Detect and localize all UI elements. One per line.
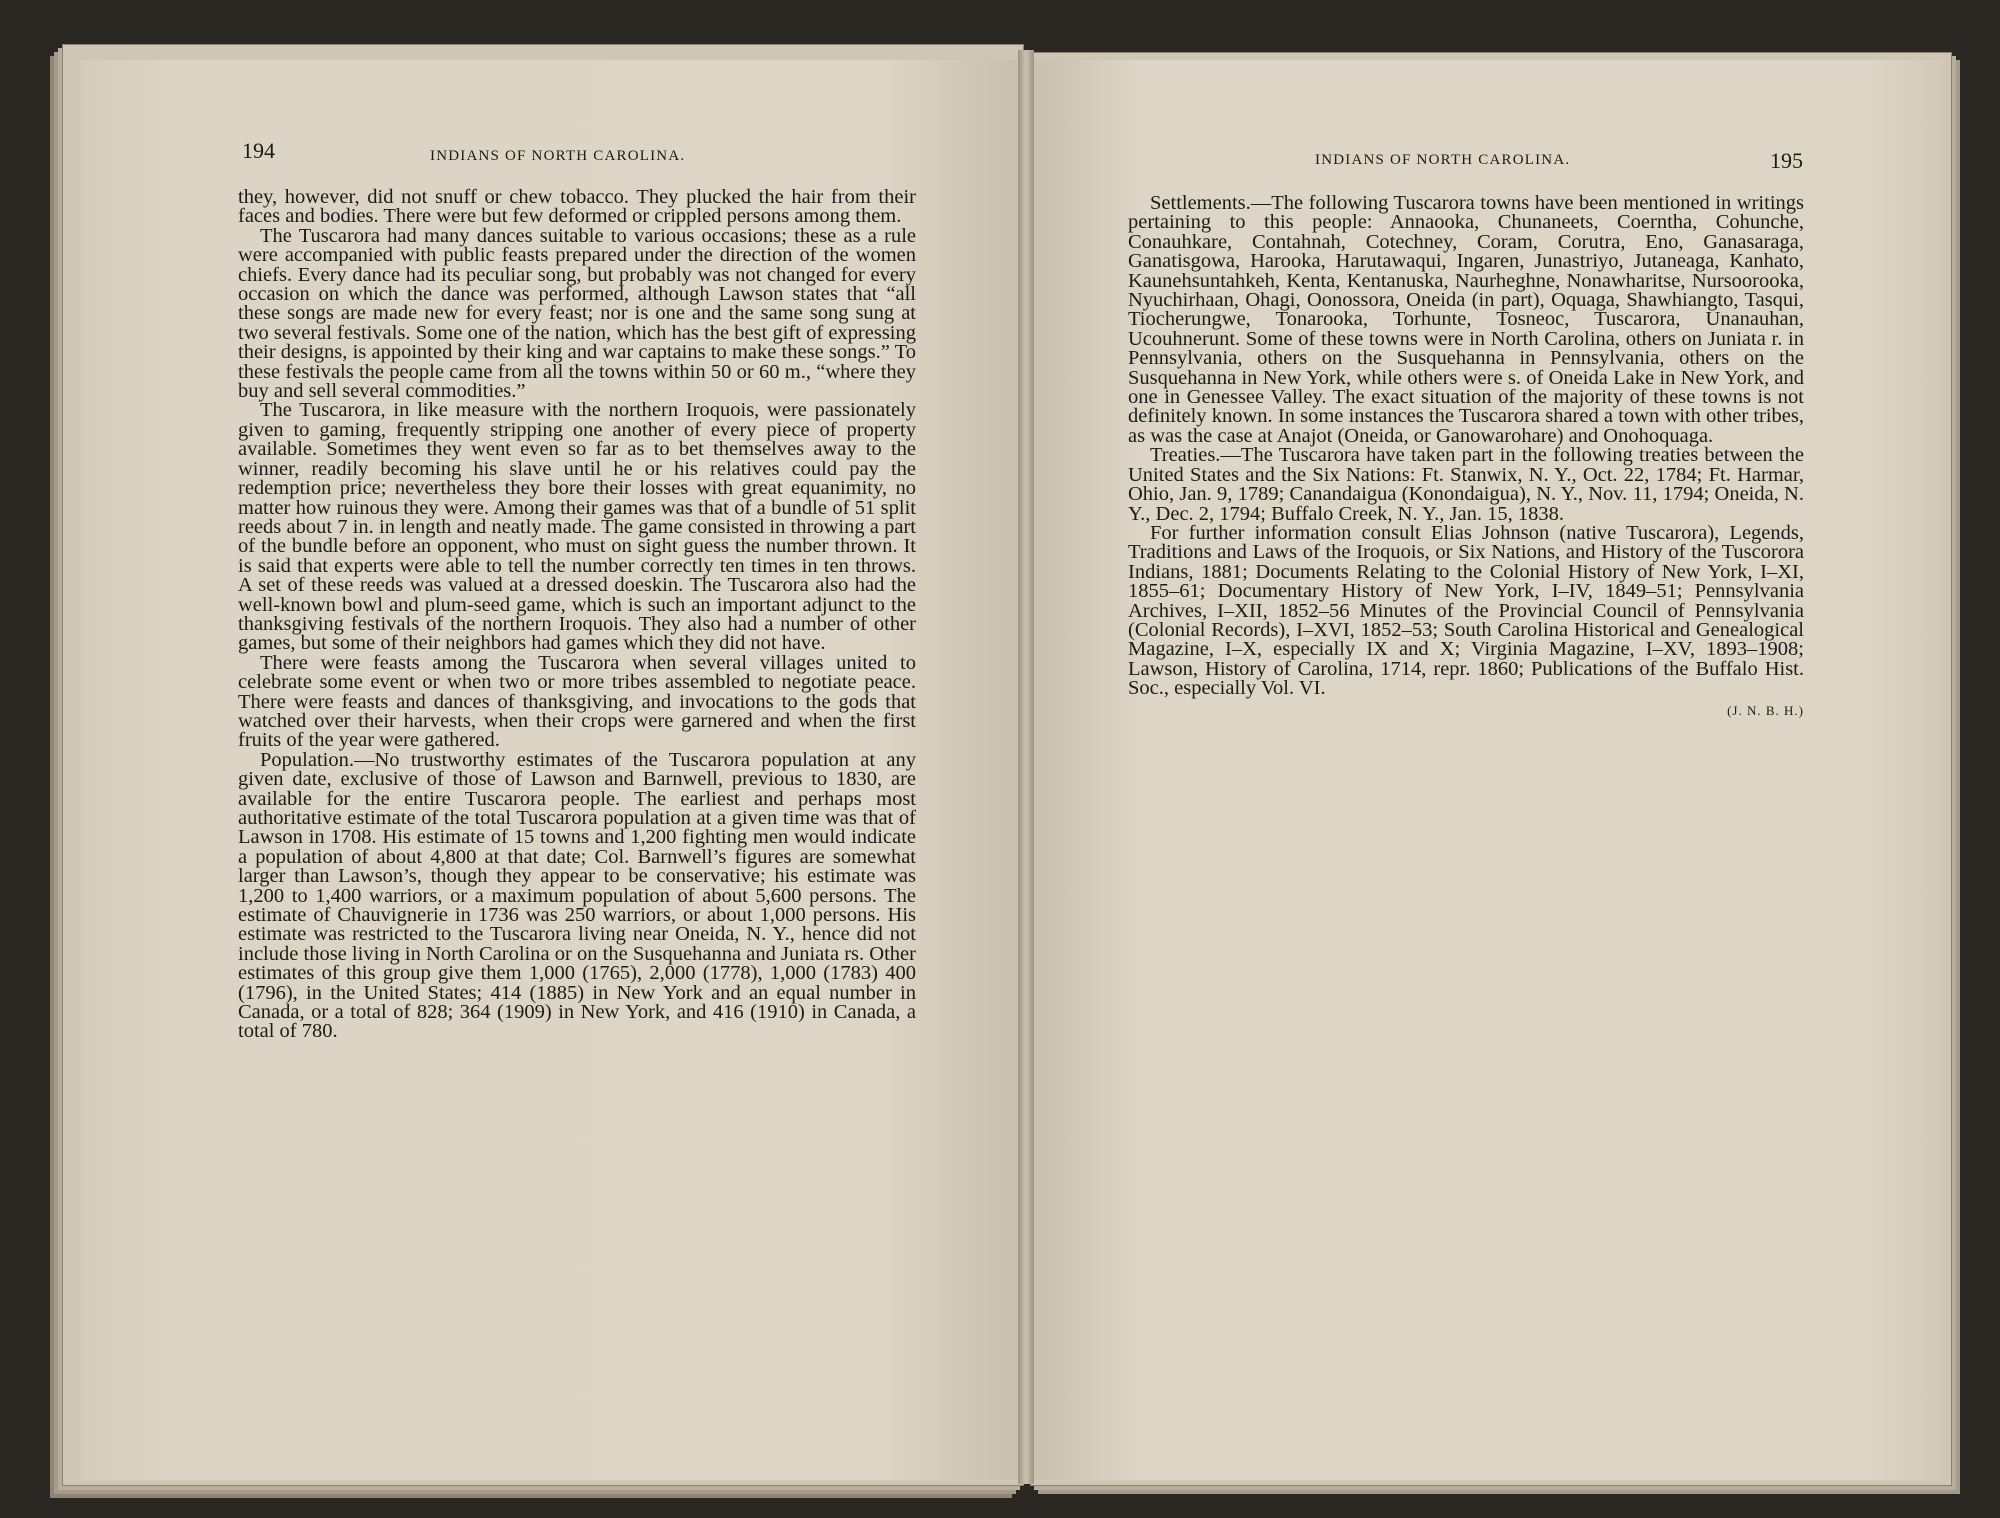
right-paragraph: Settlements.—The following Tuscarora towns have been mentioned in writings pertaining to this people: Annaooka, Chunaneets, Coerntha, Cohunche, Conauhkare, Contahnah, Cotechney, Coram, Corutra, Eno, Ganasaraga, Ganatisgowa, Harooka, Harutawaqui, Ingaren, Junastriyo, Jutaneaga, Kanhato, Kaunehsuntahkeh, Kenta, Kentanuska, Naurheghne, Nonawharitse, Nursoorooka, Nyuchirhaan, Ohagi, Oonossora, Oneida (in part), Oquaga, Shawhiangto, Tasqui, Tiocherungwe, Tonarooka, Torhunte, Tosneoc, Tuscarora, Unanauhan, Ucouhnerunt. Some of these towns were in North Carolina, others on Juniata r. in Pennsylvania, others on the Susquehanna in Pennsylvania, others on the Susquehanna in New York, while others were s. of Oneida Lake in New York, and one in Genessee Valley. The exact situation of the majority of these towns is not definitely known. In some instances the Tuscarora shared a town with other tribes, as was the case at Anajot (Oneida, or Ganowarohare) and Onohoquaga. bbox=[1128, 192, 1804, 447]
right-text-column bbox=[1128, 194, 1804, 720]
right-running-head: INDIANS OF NORTH CAROLINA. bbox=[1315, 152, 1571, 168]
left-paragraph: The Tuscarora, in like measure with the northern Iroquois, were passionately given to gaming, frequently stripping one another of every piece of property available. Sometimes they went even so far as to bet themselves away to the winner, readily becoming his slave until he or his relatives could pay the redemption price; nevertheless they bore their losses with great equanimity, no matter how ruinous they were. Among their games was that of a bundle of 51 split reeds about 7 in. in length and neatly made. The game consisted in throwing a part of the bundle before an opponent, who must on sight guess the number thrown. It is said that experts were able to tell the number correctly ten times in ten throws. A set of these reeds was valued at a dressed doeskin. The Tuscarora also had the well-known bowl and plum-seed game, which is such an important adjunct to the thanksgiving festivals of the northern Iroquois. They also had a number of other games, but some of their neighbors had games which they did not have. bbox=[238, 399, 916, 655]
left-page-number: 194 bbox=[242, 138, 275, 163]
author-signature: (J. N. B. H.) bbox=[1727, 702, 1804, 718]
right-paragraph: For further information consult Elias Johnson (native Tuscarora), Legends, Traditions and Laws of the Iroquois, or Six Nations, and History of the Tuscorora Indians, 1881; Documents Relating to the Colonial History of New York, I–XI, 1855–61; Documentary History of New York, I–IV, 1849–51; Pennsylvania Archives, I–XII, 1852–56 Minutes of the Provincial Council of Pennsylvania (Colonial Records), I–XVI, 1852–53; South Carolina Historical and Genealogical Magazine, I–X, especially IX and X; Virginia Magazine, I–XV, 1893–1908; Lawson, History of Carolina, 1714, repr. 1860; Publications of the Buffalo Hist. Soc., especially Vol. VI. bbox=[1128, 521, 1804, 700]
right-page-number: 195 bbox=[1770, 148, 1803, 173]
right-paragraph: Treaties.—The Tuscarora have taken part in the following treaties between the United States and the Six Nations: Ft. Stanwix, N. Y., Oct. 22, 1784; Ft. Harmar, Ohio, Jan. 9, 1789; Canandaigua (Konondaigua), N. Y., Nov. 11, 1794; Oneida, N. Y., Dec. 2, 1794; Buffalo Creek, N. Y., Jan. 15, 1838. bbox=[1128, 444, 1804, 525]
left-paragraph: There were feasts among the Tuscarora when several villages united to celebrate some event or when two or more tribes assembled to negotiate peace. There were feasts and dances of thanksgiving, and invocations to the gods that watched over their harvests, when their crops were garnered and when the first fruits of the year were gathered. bbox=[238, 651, 916, 752]
left-paragraph: they, however, did not snuff or chew tobacco. They plucked the hair from their faces and bodies. There were but few deformed or crippled persons among them. bbox=[238, 186, 916, 228]
left-running-head: INDIANS OF NORTH CAROLINA. bbox=[430, 148, 686, 164]
left-paragraph: Population.—No trustworthy estimates of the Tuscarora population at any given date, exclusive of those of Lawson and Barnwell, previous to 1830, are available for the entire Tuscarora people. The earliest and perhaps most authoritative estimate of the total Tuscarora population at a given time was that of Lawson in 1708. His estimate of 15 towns and 1,200 fighting men would indicate a population of about 4,800 at that date; Col. Barnwell’s figures are somewhat larger than Lawson’s, though they appear to be conservative; his estimate was 1,200 to 1,400 warriors, or a maximum population of about 5,600 persons. The estimate of Chauvignerie in 1736 was 250 warriors, or about 1,000 persons. His estimate was restricted to the Tuscarora living near Oneida, N. Y., hence did not include those living in North Carolina or on the Susquehanna and Juniata rs. Other estimates of this group give them 1,000 (1765), 2,000 (1778), 1,000 (1783) 400 (1796), in the United States; 414 (1885) in New York and an equal number in Canada, or a total of 828; 364 (1909) in New York, and 416 (1910) in Canada, a total of 780. bbox=[238, 748, 916, 1043]
left-paragraph: The Tuscarora had many dances suitable to various occasions; these as a rule were accompanied with public feasts prepared under the direction of the women chiefs. Every dance had its peculiar song, but probably was not changed for every occasion on which the dance was performed, although Lawson states that “all these songs are made new for every feast; nor is one and the same song sung at two several festivals. Some one of the nation, which has the best gift of expressing their designs, is appointed by their king and war captains to make these songs.” To these festivals the people came from all the towns within 50 or 60 m., “where they buy and sell several commodities.” bbox=[238, 224, 916, 403]
left-text-column bbox=[238, 188, 916, 1042]
book-gutter bbox=[1018, 50, 1034, 1484]
